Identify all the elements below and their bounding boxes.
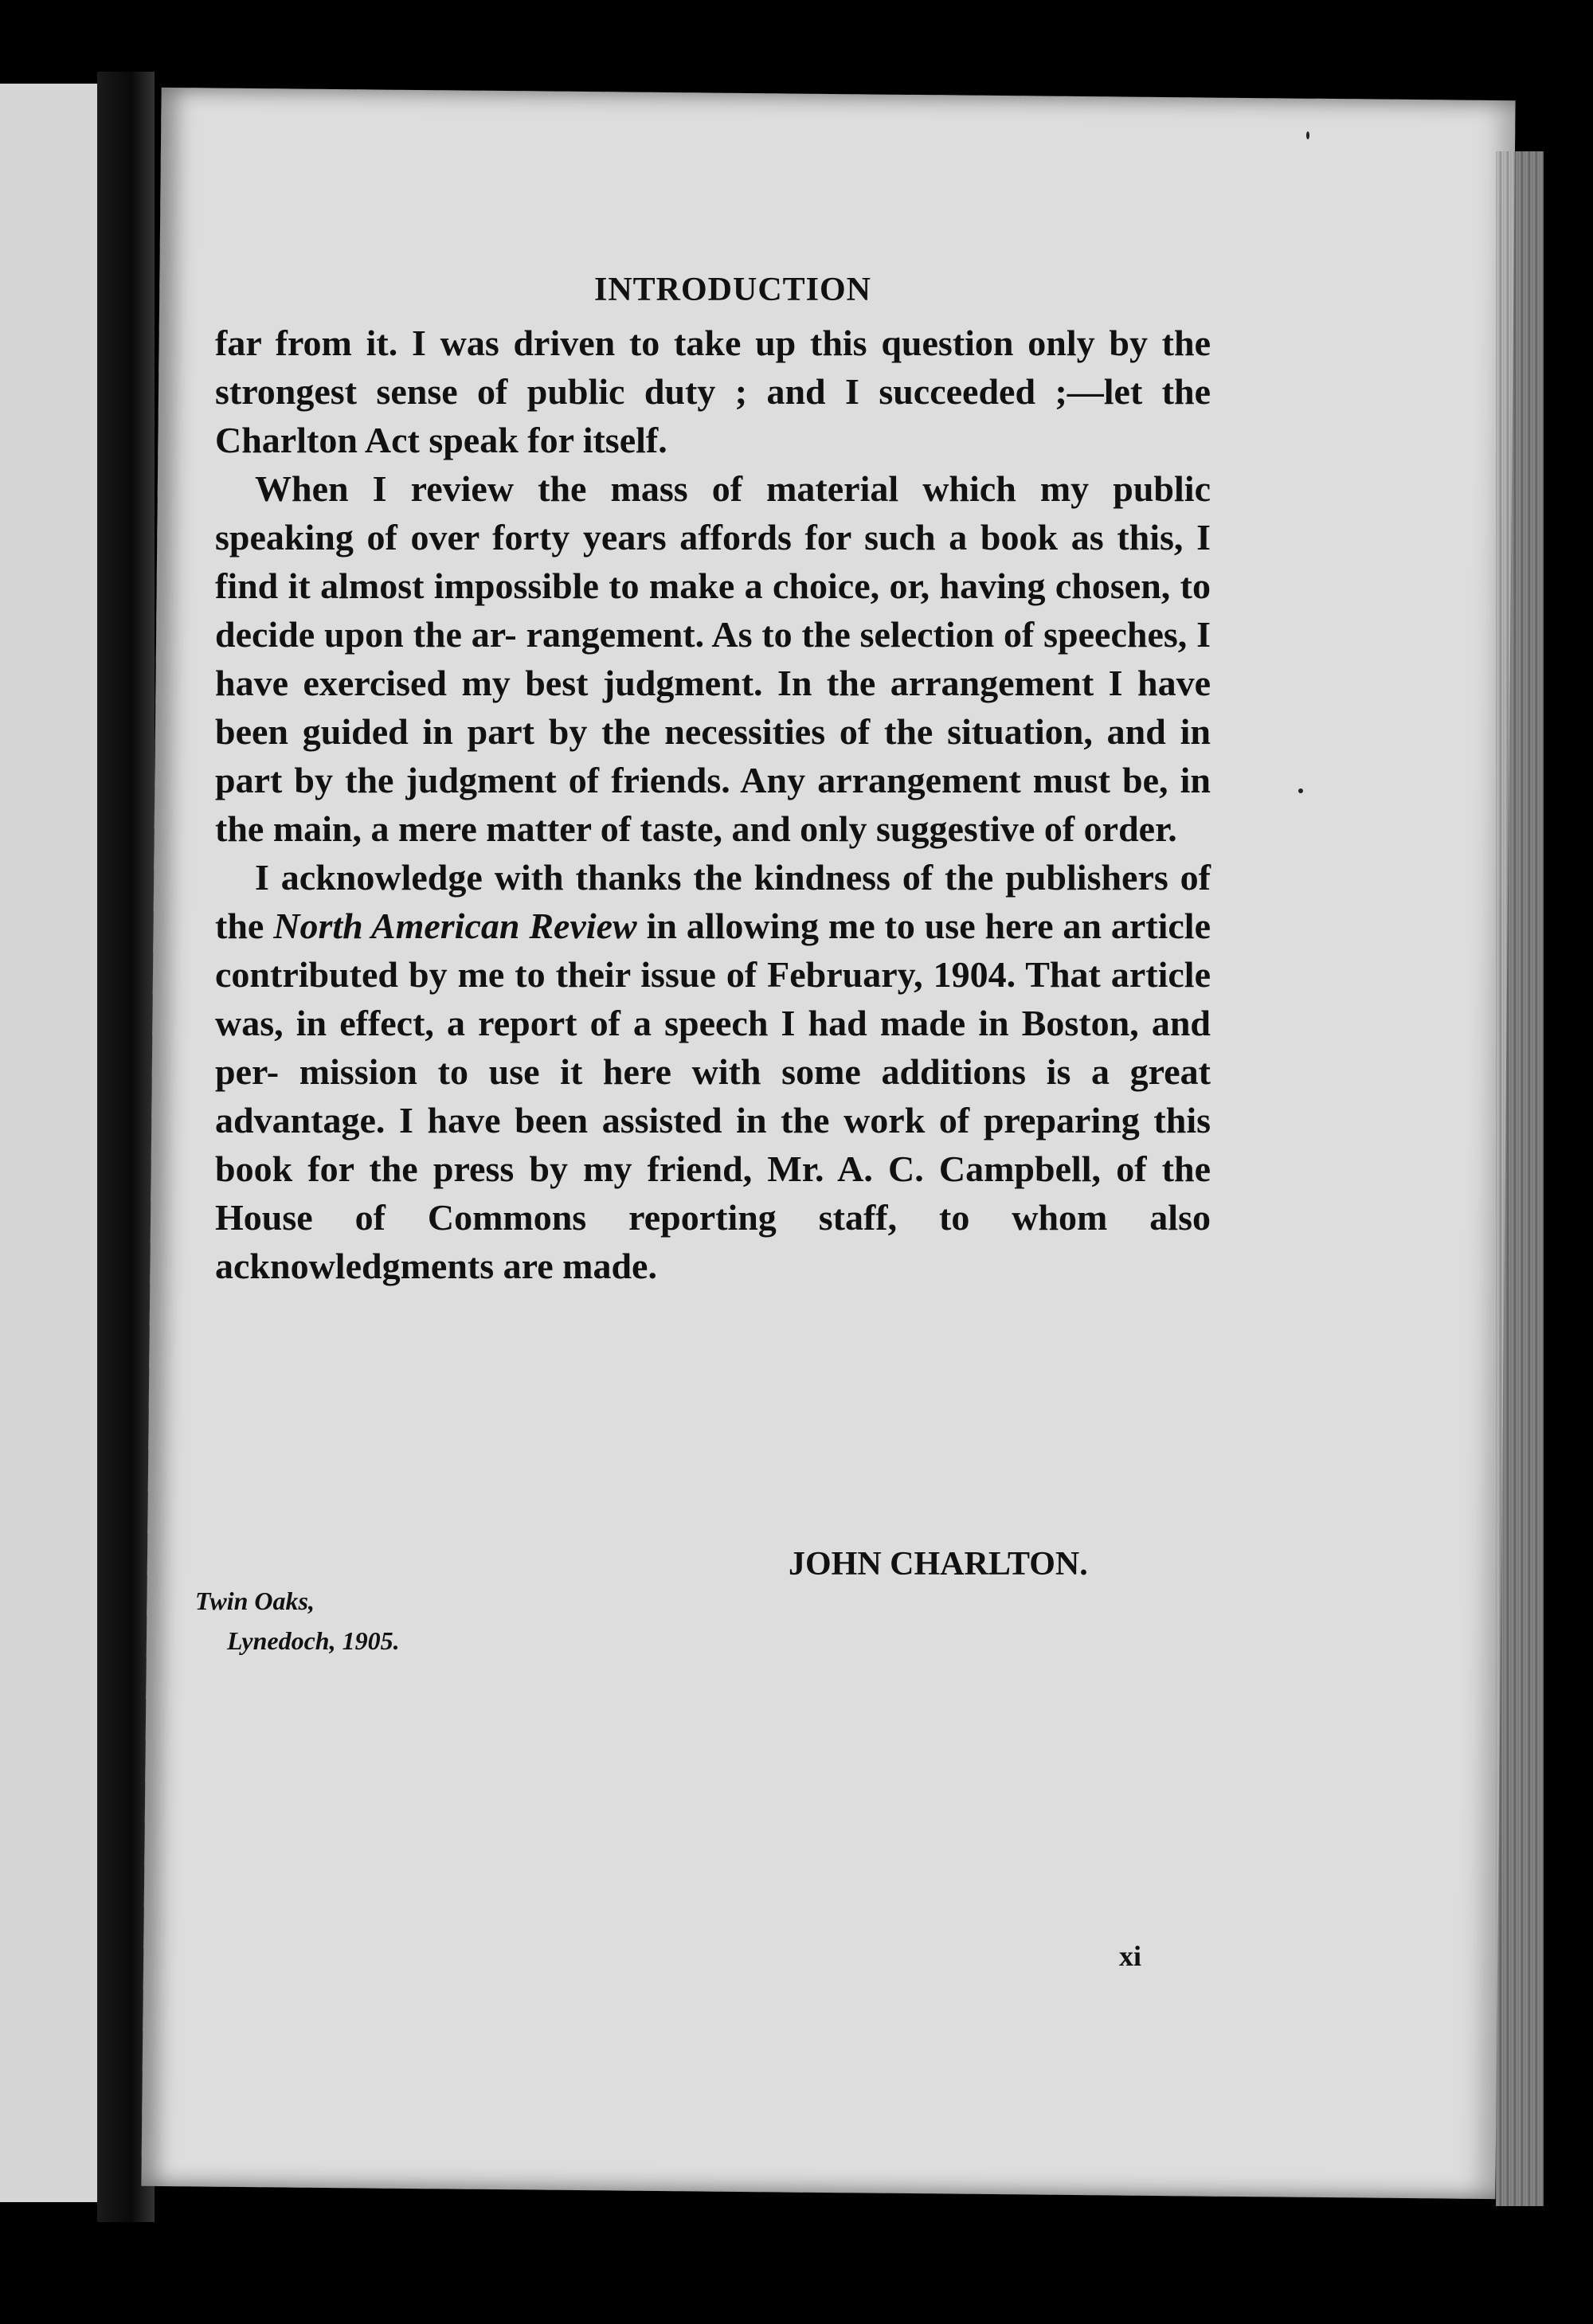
place-line-2: Lynedoch, 1905.	[227, 1626, 400, 1655]
text-line: book as this, I find it almost impossible to make a	[215, 517, 1211, 606]
paragraph-3	[215, 853, 1211, 1290]
scan-speck	[1298, 788, 1303, 793]
page-stack-edge	[1496, 151, 1544, 2206]
body-text	[215, 319, 1211, 1290]
text-line: choice, or, having chosen, to decide upon the ar-	[215, 565, 1211, 655]
place-date	[195, 1581, 400, 1661]
author-signature: JOHN CHARLTON.	[789, 1546, 1088, 1583]
running-head: INTRODUCTION	[593, 272, 872, 308]
paragraph-1	[215, 319, 1211, 464]
facing-page-edge	[0, 84, 112, 2202]
place-line-1: Twin Oaks,	[195, 1587, 315, 1615]
text-line: situation, and in part by the judgment of friends.	[215, 711, 1211, 800]
text-line: only by the strongest sense of public duty ; and I	[215, 323, 1211, 412]
page-text-block	[215, 271, 1211, 1290]
paragraph-3-text-b: in allowing me to use here an article contributed by me to their issue of February, 1904. That article was, in effect, a report of a speech I had made in Boston, and per- mission to use it here with some additions is a great advantage. I have been assisted in the work of preparing this book for the press by my friend, Mr. A. C. Campbell, of the House of Commons reporting staff, to whom also acknowledgments are made.	[215, 906, 1211, 1286]
text-line: rangement. As to the selection of speeches, I have	[215, 614, 1211, 703]
journal-title: North American Review	[273, 906, 637, 946]
paragraph-2	[215, 464, 1211, 853]
text-line: Any arrangement must be, in the main, a mere	[215, 760, 1211, 849]
page-number: xi	[1119, 1940, 1142, 1972]
text-line: exercised my best judgment. In the arrangement I	[303, 663, 1138, 703]
text-line: When I review the mass of material which my	[255, 468, 1114, 509]
text-line: public speaking of over forty years affords for such a	[215, 468, 1211, 558]
text-line: far from it. I was driven to take up this question	[215, 323, 1028, 363]
text-line: matter of taste, and only suggestive of order.	[486, 808, 1177, 849]
paragraph-3-text-a: I acknowledge with thanks the kindness of the publishers of the	[215, 857, 1211, 946]
text-line: succeeded ;—let the Charlton Act speak for itself.	[215, 371, 1211, 460]
text-line: have been guided in part by the necessities of the	[215, 663, 1211, 752]
scan-speck	[1306, 131, 1309, 139]
